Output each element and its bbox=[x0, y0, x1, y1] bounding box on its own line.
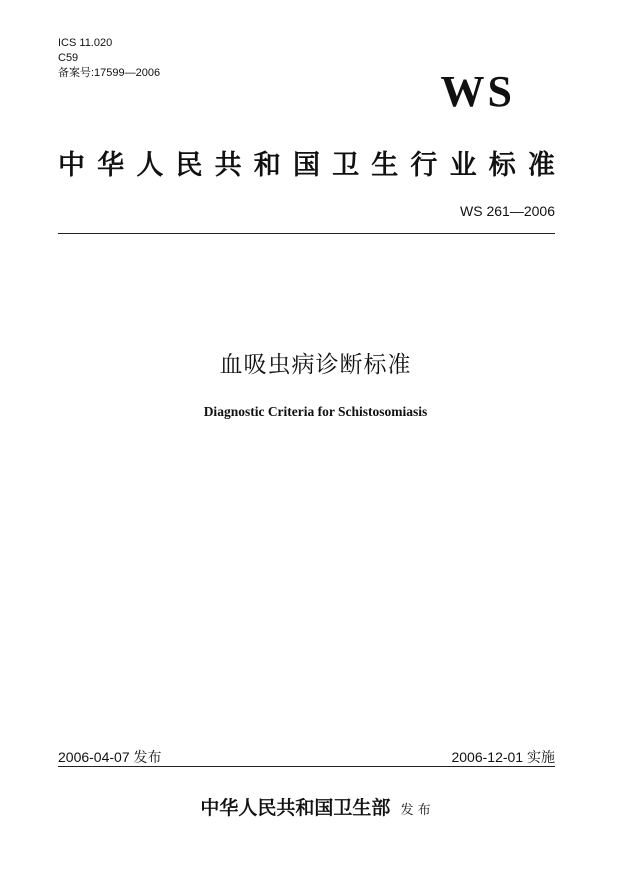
class-code: C59 bbox=[58, 52, 79, 64]
title-char: 标 bbox=[488, 150, 516, 181]
publish-date: 2006-04-07 发布 bbox=[58, 749, 162, 765]
title-char: 业 bbox=[449, 150, 477, 181]
title-char: 华 bbox=[97, 150, 125, 181]
standard-category-title bbox=[58, 148, 555, 184]
classification-block bbox=[58, 36, 160, 81]
title-char: 共 bbox=[214, 150, 242, 181]
issuer-line bbox=[0, 793, 631, 820]
title-char: 民 bbox=[175, 150, 203, 181]
title-char: 生 bbox=[371, 150, 399, 181]
title-char: 人 bbox=[136, 150, 164, 181]
ws-logo: WS bbox=[440, 67, 515, 116]
title-char: 中 bbox=[58, 150, 85, 181]
title-char: 行 bbox=[410, 150, 438, 181]
ics-code: ICS 11.020 bbox=[58, 37, 113, 49]
filing-number: 备案号:17599—2006 bbox=[58, 67, 161, 79]
document-title-en: Diagnostic Criteria for Schistosomiasis bbox=[203, 404, 428, 419]
issuer-name: 中华人民共和国卫生部 bbox=[200, 797, 391, 819]
document-title-cn: 血吸虫病诊断标准 bbox=[219, 352, 412, 378]
title-char: 准 bbox=[527, 150, 555, 181]
top-divider bbox=[58, 233, 555, 234]
bottom-divider bbox=[58, 766, 555, 767]
title-char: 和 bbox=[253, 150, 281, 181]
title-char: 国 bbox=[292, 150, 320, 181]
implement-date: 2006-12-01 实施 bbox=[451, 749, 555, 765]
standard-number: WS 261—2006 bbox=[460, 203, 555, 219]
issuer-suffix: 发 布 bbox=[400, 803, 431, 818]
title-char: 卫 bbox=[332, 150, 360, 181]
